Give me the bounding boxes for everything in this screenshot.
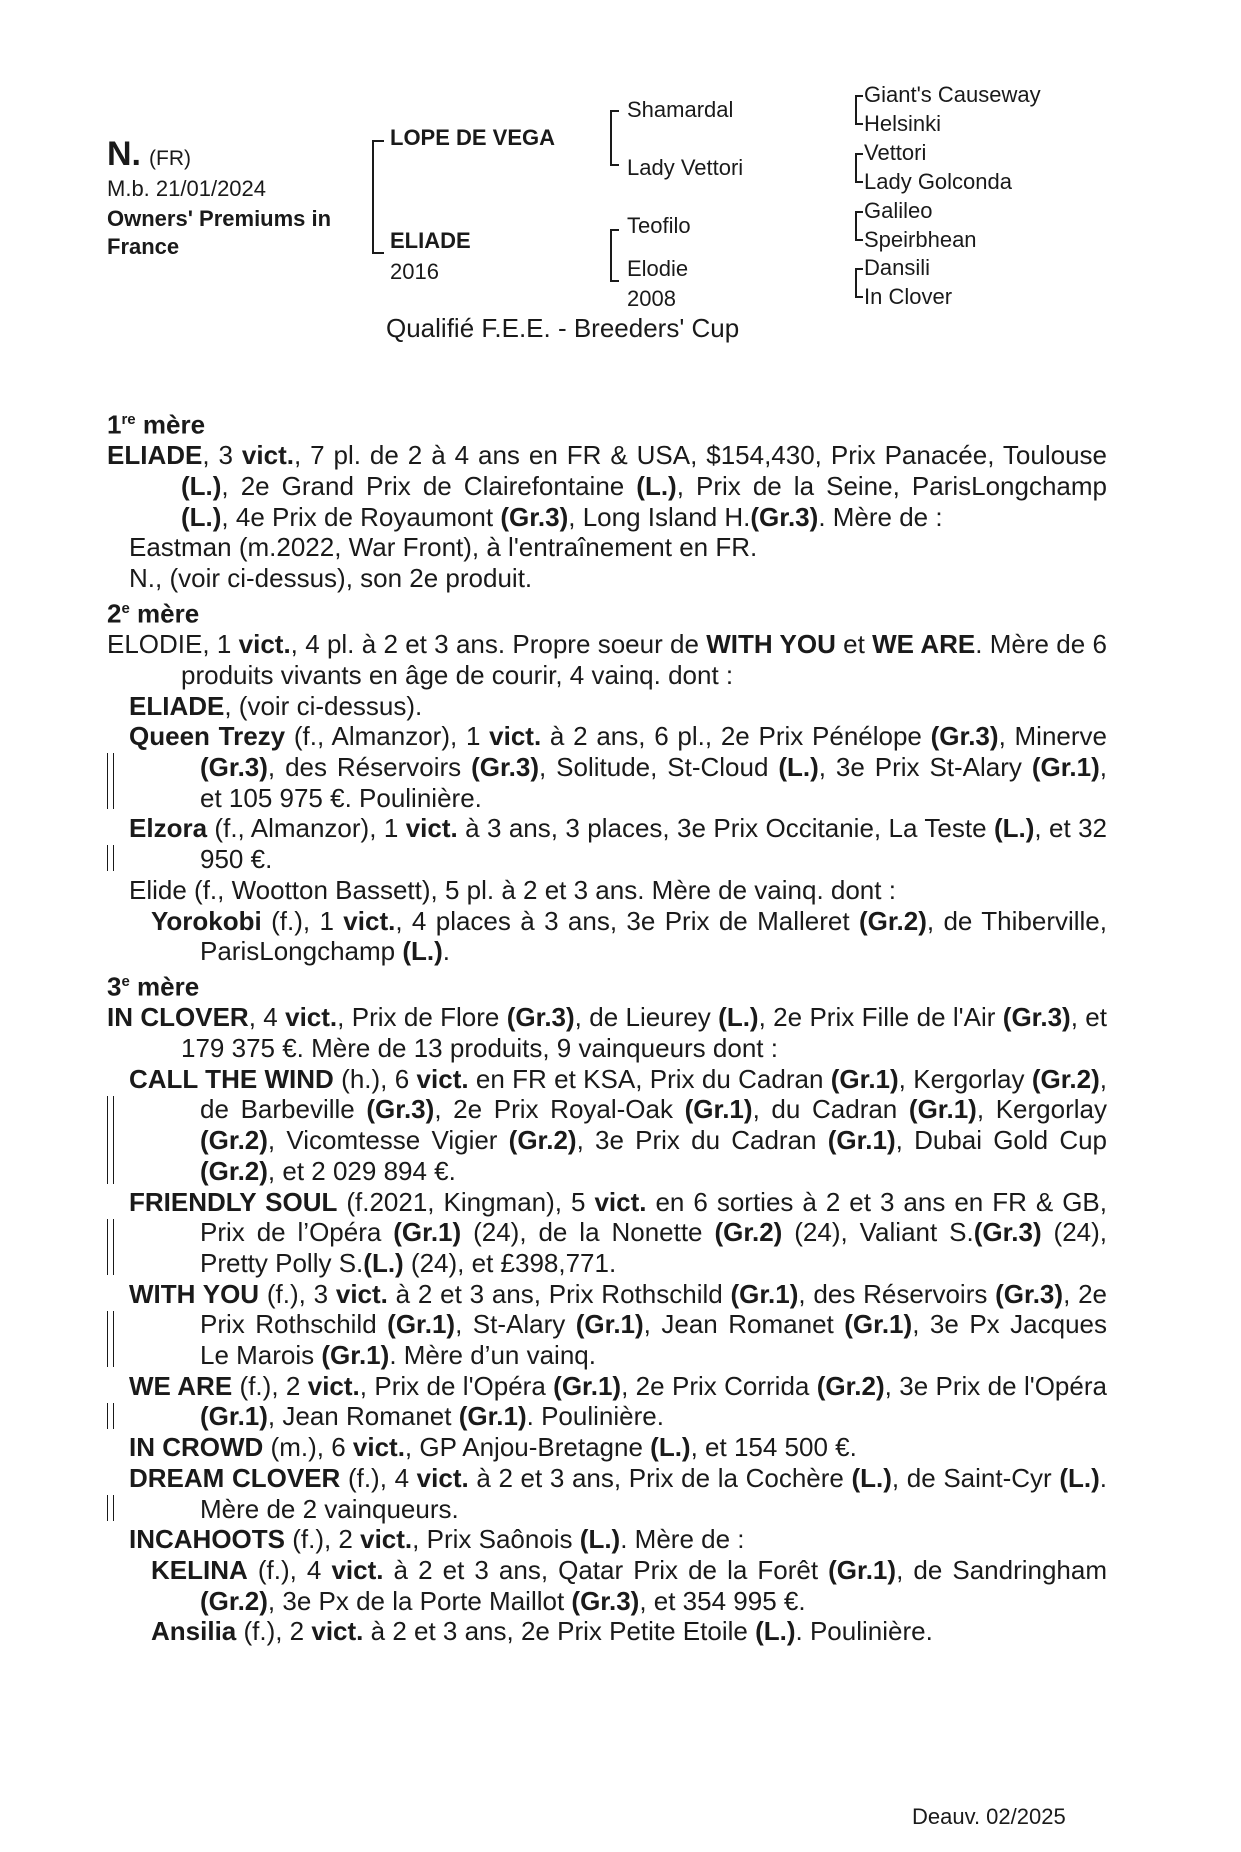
gen1-paragraph: ELIADE, 3 vict., 7 pl. de 2 à 4 ans en FR & USA, $154,430, Prix Panacée, Toulouse (L.), 2e Grand Prix de Clairefontaine (L.), Prix de la Seine, ParisLongchamp (L.), 4e Prix de Royaumont (Gr.3), Long Island H.(Gr.3). Mère de : (107, 440, 1107, 532)
gen2-entry-yorokobi: Yorokobi (f.), 1 vict., 4 places à 3 ans, 3e Prix de Malleret (Gr.2), de Thiberville, ParisLongchamp (L.). (151, 905, 1107, 967)
sire-dam: Lady Vettori (627, 155, 744, 180)
pedigree-page-body (107, 405, 1107, 1647)
bracket-ggp1 (855, 95, 857, 125)
horse-name: N. (107, 135, 141, 173)
gen3-entry-we-are: WE ARE (f.), 2 vict., Prix de l'Opéra (Gr.1), 2e Prix Corrida (Gr.2), 3e Prix de l'Opéra (Gr.1), Jean Romanet (Gr.1). Poulinière. (107, 1371, 1107, 1432)
gen3-entry-friendly-soul: FRIENDLY SOUL (f.2021, Kingman), 5 vict. en 6 sorties à 2 et 3 ans en FR & GB, Prix de l’Opéra (Gr.1) (24), de la Nonette (Gr.2) (24), Valiant S.(Gr.3) (24), Pretty Polly S.(L.) (24), et £398,771. (107, 1187, 1107, 1279)
gen3-entry-dream-clover: DREAM CLOVER (f.), 4 vict. à 2 et 3 ans, Prix de la Cochère (L.), de Saint-Cyr (L.). Mère de 2 vainqueurs. (107, 1463, 1107, 1524)
bracket-ggp1-bottom (855, 123, 863, 125)
dam-dam-year: 2008 (627, 286, 676, 311)
ggp-3: Vettori (864, 140, 927, 165)
bracket-ggp2 (855, 153, 857, 183)
bracket-gp1-bottom (610, 164, 619, 166)
ggp-4: Lady Golconda (864, 169, 1012, 194)
bracket-main-bottom (372, 252, 384, 254)
bracket-gp1-vertical (610, 110, 612, 166)
gen3-entry-with-you: WITH YOU (f.), 3 vict. à 2 et 3 ans, Prix Rothschild (Gr.1), des Réservoirs (Gr.3), 2e Prix Rothschild (Gr.1), St-Alary (Gr.1), Jean Romanet (Gr.1), 3e Px Jacques Le Marois (Gr.1). Mère d’un vainq. (107, 1279, 1107, 1371)
bracket-ggp4-bottom (855, 296, 863, 298)
gen3-entry-in-crowd: IN CROWD (m.), 6 vict., GP Anjou-Bretagne (L.), et 154 500 €. (129, 1432, 857, 1463)
bracket-main-vertical (372, 140, 374, 254)
gen2-title: 2e mère (107, 598, 200, 629)
bracket-gp1-top (610, 110, 619, 112)
bracket-gp2-top (610, 229, 619, 231)
bracket-gp2-bottom (610, 280, 619, 282)
bracket-ggp2-bottom (855, 181, 863, 183)
bracket-ggp4-top (855, 268, 863, 270)
ggp-5: Galileo (864, 198, 933, 223)
double-bar (107, 1096, 114, 1184)
gen3-title: 3e mère (107, 971, 200, 1002)
double-bar (107, 1219, 114, 1275)
bracket-gp2-vertical (610, 229, 612, 282)
bracket-ggp2-top (855, 153, 863, 155)
bracket-ggp3 (855, 211, 857, 241)
bracket-main-top (372, 140, 384, 142)
gen3-entry-ansilia: Ansilia (f.), 2 vict. à 2 et 3 ans, 2e Prix Petite Etoile (L.). Poulinière. (151, 1616, 933, 1647)
gen2-paragraph: ELODIE, 1 vict., 4 pl. à 2 et 3 ans. Propre soeur de WITH YOU et WE ARE. Mère de 6 produits vivants en âge de courir, 4 vainq. dont : (107, 629, 1107, 690)
gen3-entry-kelina: KELINA (f.), 4 vict. à 2 et 3 ans, Qatar Prix de la Forêt (Gr.1), de Sandringham (Gr.2), 3e Px de la Porte Maillot (Gr.3), et 354 995 €. (151, 1554, 1108, 1616)
footer-sale-ref: Deauv. 02/2025 (912, 1804, 1066, 1829)
horse-title (107, 135, 191, 174)
horse-country: (FR) (149, 147, 191, 170)
bracket-ggp3-bottom (855, 239, 863, 241)
gen3-paragraph: IN CLOVER, 4 vict., Prix de Flore (Gr.3), de Lieurey (L.), 2e Prix Fille de l'Air (Gr.3), et 179 375 €. Mère de 13 produits, 9 vainqueurs dont : (107, 1002, 1107, 1064)
gen1-child-2: N., (voir ci-dessus), son 2e produit. (129, 563, 533, 594)
gen2-entry-elzora: Elzora (f., Almanzor), 1 vict. à 3 ans, 3 places, 3e Prix Occitanie, La Teste (L.), et 32 950 €. (107, 813, 1107, 874)
dam-sire: Teofilo (627, 213, 691, 238)
bracket-ggp4 (855, 268, 857, 298)
ggp-6: Speirbhean (864, 227, 977, 252)
gen2-entry-queen-trezy: Queen Trezy (f., Almanzor), 1 vict. à 2 ans, 6 pl., 2e Prix Pénélope (Gr.3), Minerve (Gr.3), des Réservoirs (Gr.3), Solitude, St-Cloud (L.), 3e Prix St-Alary (Gr.1), et 105 975 €. Poulinière. (107, 721, 1107, 813)
bracket-ggp3-top (855, 211, 863, 213)
dam-name: ELIADE (390, 228, 471, 253)
bracket-ggp1-top (855, 95, 863, 97)
double-bar (107, 1495, 114, 1521)
dam-dam: Elodie (627, 256, 689, 281)
ggp-2: Helsinki (864, 111, 942, 136)
ggp-8: In Clover (864, 284, 953, 309)
gen3-entry-incahoots: INCAHOOTS (f.), 2 vict., Prix Saônois (L.). Mère de : (129, 1524, 745, 1555)
gen1-child-1: Eastman (m.2022, War Front), à l'entraînement en FR. (129, 532, 758, 563)
double-bar (107, 1403, 114, 1429)
ggp-1: Giant's Causeway (864, 82, 1041, 107)
gen2-entry-elide: Elide (f., Wootton Bassett), 5 pl. à 2 et 3 ans. Mère de vainq. dont : (129, 874, 896, 905)
ggp-7: Dansili (864, 255, 931, 280)
qualification: Qualifié F.E.E. - Breeders' Cup (386, 313, 740, 343)
double-bar (107, 845, 114, 871)
horse-note: Owners' Premiums in France (107, 206, 332, 259)
double-bar (107, 753, 114, 809)
dam-year: 2016 (390, 259, 439, 284)
horse-info: M.b. 21/01/2024 (107, 176, 267, 201)
sire-sire: Shamardal (627, 97, 734, 122)
double-bar (107, 1311, 114, 1367)
gen1-title: 1re mère (107, 409, 206, 440)
sire-name: LOPE DE VEGA (390, 125, 556, 150)
gen3-entry-call-the-wind: CALL THE WIND (h.), 6 vict. en FR et KSA, Prix du Cadran (Gr.1), Kergorlay (Gr.2), de Barbeville (Gr.3), 2e Prix Royal-Oak (Gr.1), du Cadran (Gr.1), Kergorlay (Gr.2), Vicomtesse Vigier (Gr.2), 3e Prix du Cadran (Gr.1), Dubai Gold Cup (Gr.2), et 2 029 894 €. (107, 1064, 1107, 1187)
gen2-entry-eliade: ELIADE, (voir ci-dessus). (129, 690, 423, 721)
